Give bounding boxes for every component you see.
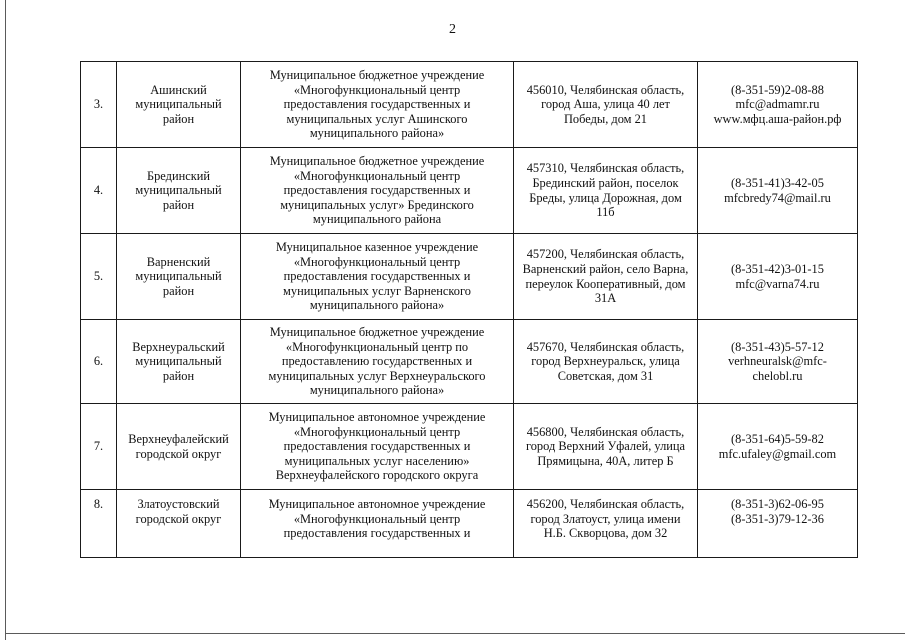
institution-line: Верхнеуфалейского городского округа bbox=[275, 468, 479, 483]
row-number: 3. bbox=[93, 97, 104, 112]
website-address: www.мфц.аша-район.рф bbox=[713, 111, 842, 126]
address-cell bbox=[514, 404, 698, 490]
institution-line: муниципальных услуг населению» bbox=[284, 453, 470, 468]
district-line: район bbox=[162, 283, 195, 298]
address-line: Бреды, улица Дорожная, дом bbox=[529, 190, 682, 205]
contacts-cell bbox=[698, 320, 858, 404]
institution-line: предоставления государственных и bbox=[283, 269, 471, 284]
institution-line: муниципальных услуг» Брединского bbox=[280, 197, 474, 212]
district-line: городской округ bbox=[135, 446, 222, 461]
table-row bbox=[81, 234, 858, 320]
district-cell bbox=[117, 490, 241, 558]
district-line: Варненский bbox=[146, 254, 211, 269]
address-line: Варненский район, село Варна, bbox=[522, 261, 689, 276]
institution-cell bbox=[241, 62, 514, 148]
institution-line: предоставления государственных и bbox=[283, 439, 471, 454]
row-number: 7. bbox=[93, 439, 104, 454]
row-number-cell bbox=[81, 62, 117, 148]
address-line: город Аша, улица 40 лет bbox=[541, 97, 670, 112]
district-line: Верхнеуфалейский bbox=[128, 431, 229, 446]
address-line: 31А bbox=[594, 291, 617, 306]
address-cell bbox=[514, 62, 698, 148]
institution-line: муниципальных услуг Варненского bbox=[283, 283, 471, 298]
institution-line: муниципального района» bbox=[309, 298, 445, 313]
table-row bbox=[81, 320, 858, 404]
address-line: переулок Кооперативный, дом bbox=[525, 276, 686, 291]
row-number-cell bbox=[81, 234, 117, 320]
district-line: район bbox=[162, 368, 195, 383]
address-line: 457200, Челябинская область, bbox=[526, 247, 685, 262]
institution-line: Муниципальное бюджетное учреждение bbox=[269, 325, 485, 340]
district-line: муниципальный bbox=[135, 269, 222, 284]
district-line: Ашинский bbox=[150, 82, 207, 97]
district-cell bbox=[117, 62, 241, 148]
district-cell bbox=[117, 148, 241, 234]
phone-number: (8-351-3)62-06-95 bbox=[731, 497, 824, 511]
institution-line: «Многофункциональный центр bbox=[293, 82, 461, 97]
row-number-cell bbox=[81, 490, 117, 558]
district-line: район bbox=[162, 197, 195, 212]
institution-line: «Многофункциональный центр bbox=[293, 424, 461, 439]
district-cell bbox=[117, 320, 241, 404]
address-line: Прямицына, 40А, литер Б bbox=[537, 453, 674, 468]
institution-line: предоставления государственных и bbox=[283, 526, 471, 541]
row-number: 8. bbox=[93, 497, 104, 511]
district-line: Брединский bbox=[147, 168, 210, 183]
institution-line: муниципальных услуг Верхнеуральского bbox=[268, 368, 486, 383]
table-row bbox=[81, 62, 858, 148]
district-line: Верхнеуральский bbox=[132, 339, 225, 354]
phone-number: (8-351-59)2-08-88 bbox=[731, 82, 824, 97]
mfc-directory-table bbox=[80, 61, 858, 558]
institution-line: Муниципальное автономное учреждение bbox=[268, 410, 486, 425]
institution-line: муниципального района» bbox=[309, 126, 445, 141]
row-number-cell bbox=[81, 404, 117, 490]
row-number: 4. bbox=[93, 183, 104, 198]
phone-number: (8-351-42)3-01-15 bbox=[731, 261, 824, 276]
institution-line: предоставления государственных и bbox=[283, 183, 471, 198]
district-cell bbox=[117, 234, 241, 320]
contacts-cell bbox=[698, 62, 858, 148]
district-line: городской округ bbox=[135, 511, 222, 526]
address-line: 457670, Челябинская область, bbox=[526, 339, 685, 354]
institution-line: предоставления государственных и bbox=[283, 97, 471, 112]
address-line: 456010, Челябинская область, bbox=[526, 82, 685, 97]
phone-number: (8-351-41)3-42-05 bbox=[731, 175, 824, 190]
institution-line: «Многофункциональный центр bbox=[293, 168, 461, 183]
phone-number: (8-351-64)5-59-82 bbox=[731, 431, 824, 446]
address-line: город Верхнеуральск, улица bbox=[531, 354, 680, 369]
institution-line: «Многофункциональный центр bbox=[293, 511, 461, 526]
district-line: Златоустовский bbox=[137, 497, 220, 511]
row-number-cell bbox=[81, 148, 117, 234]
address-line: Брединский район, поселок bbox=[532, 175, 679, 190]
address-line: 11б bbox=[596, 205, 615, 220]
district-cell bbox=[117, 404, 241, 490]
institution-cell bbox=[241, 404, 514, 490]
row-number-cell bbox=[81, 320, 117, 404]
institution-cell bbox=[241, 320, 514, 404]
phone-number: (8-351-43)5-57-12 bbox=[731, 339, 824, 354]
address-line: Победы, дом 21 bbox=[563, 111, 648, 126]
table-row bbox=[81, 148, 858, 234]
email-address: verhneuralsk@mfc- bbox=[728, 354, 827, 369]
email-address: mfc@admamr.ru bbox=[735, 97, 820, 112]
address-line: город Златоуст, улица имени bbox=[530, 511, 681, 526]
institution-cell bbox=[241, 234, 514, 320]
institution-line: Муниципальное автономное учреждение bbox=[268, 497, 486, 511]
address-line: 456800, Челябинская область, bbox=[526, 424, 685, 439]
contacts-cell bbox=[698, 490, 858, 558]
institution-cell bbox=[241, 490, 514, 558]
address-line: 457310, Челябинская область, bbox=[526, 161, 685, 176]
address-cell bbox=[514, 234, 698, 320]
district-line: муниципальный bbox=[135, 354, 222, 369]
address-line: 456200, Челябинская область, bbox=[526, 497, 685, 511]
page-number: 2 bbox=[449, 22, 456, 37]
institution-line: муниципального района» bbox=[309, 383, 445, 398]
email-address: mfc@varna74.ru bbox=[735, 276, 820, 291]
address-line: Советская, дом 31 bbox=[557, 368, 654, 383]
row-number: 6. bbox=[93, 354, 104, 369]
institution-cell bbox=[241, 148, 514, 234]
institution-line: муниципального района bbox=[312, 212, 442, 227]
page-left-edge bbox=[5, 0, 6, 640]
institution-line: Муниципальное казенное учреждение bbox=[275, 240, 479, 255]
contacts-cell bbox=[698, 404, 858, 490]
contacts-cell bbox=[698, 148, 858, 234]
page-bottom-edge bbox=[5, 633, 905, 634]
institution-line: Муниципальное бюджетное учреждение bbox=[269, 68, 485, 83]
district-line: муниципальный bbox=[135, 183, 222, 198]
institution-line: «Многофункциональный центр по bbox=[285, 339, 469, 354]
email-address-continued: chelobl.ru bbox=[752, 368, 803, 383]
district-line: муниципальный bbox=[135, 97, 222, 112]
institution-line: «Многофункциональный центр bbox=[293, 254, 461, 269]
institution-line: Муниципальное бюджетное учреждение bbox=[269, 154, 485, 169]
row-number: 5. bbox=[93, 269, 104, 284]
address-line: Н.Б. Скворцова, дом 32 bbox=[543, 526, 668, 541]
address-cell bbox=[514, 490, 698, 558]
table-row bbox=[81, 404, 858, 490]
email-address: mfcbredy74@mail.ru bbox=[724, 190, 831, 205]
district-line: район bbox=[162, 111, 195, 126]
phone-number: (8-351-3)79-12-36 bbox=[731, 511, 824, 526]
contacts-cell bbox=[698, 234, 858, 320]
institution-line: муниципальных услуг Ашинского bbox=[286, 111, 468, 126]
table-row bbox=[81, 490, 858, 558]
address-line: город Верхний Уфалей, улица bbox=[525, 439, 686, 454]
address-cell bbox=[514, 320, 698, 404]
address-cell bbox=[514, 148, 698, 234]
institution-line: предоставлению государственных и bbox=[281, 354, 473, 369]
email-address: mfc.ufaley@gmail.com bbox=[718, 446, 837, 461]
